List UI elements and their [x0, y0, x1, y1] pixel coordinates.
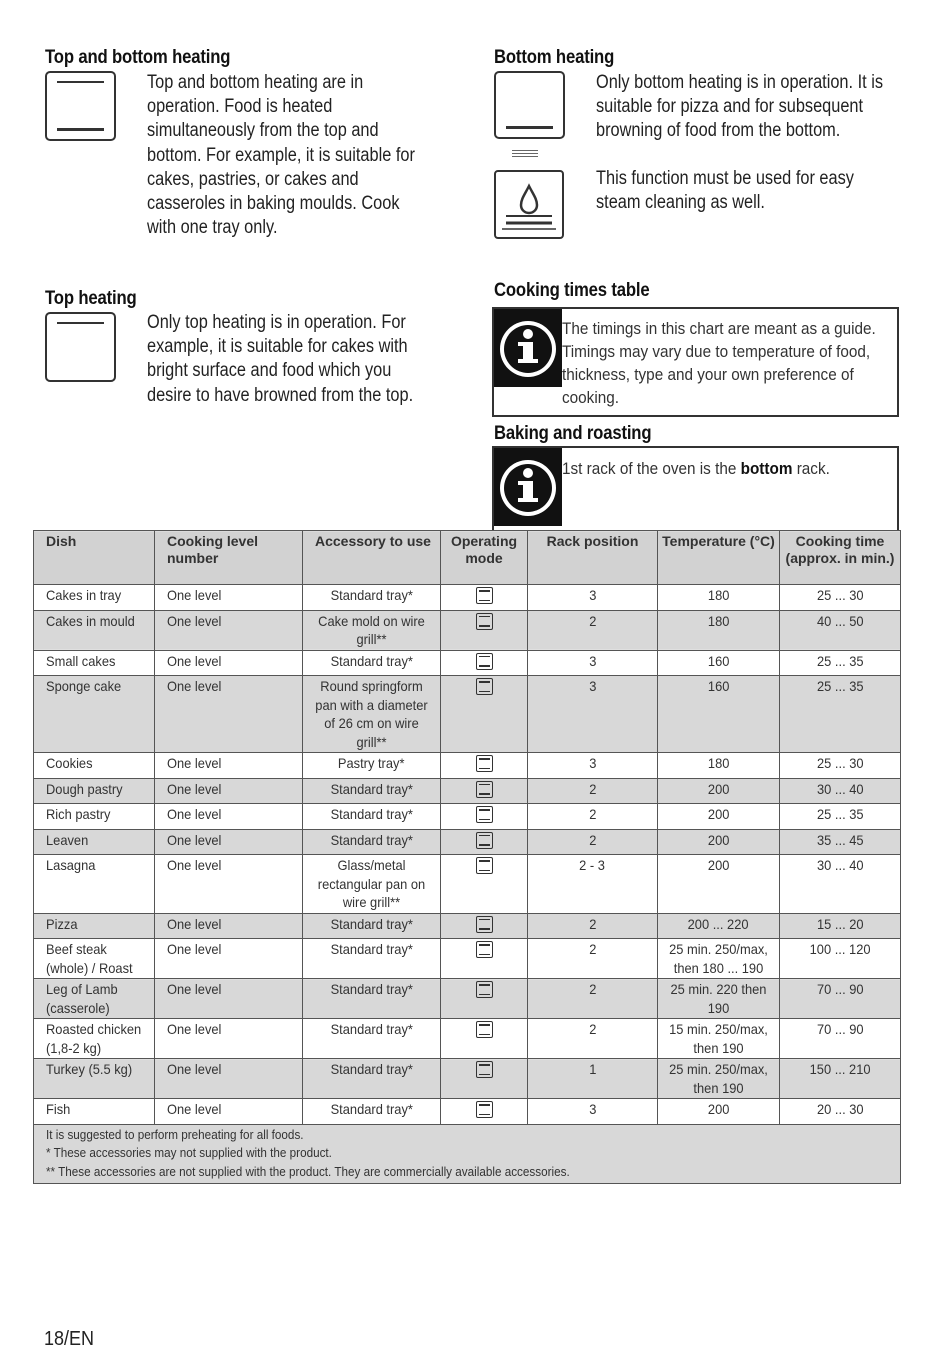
cooking-time-text: 70 ... 90	[816, 981, 864, 997]
top-bottom-heating-icon	[476, 613, 493, 630]
cell-temperature	[658, 829, 780, 855]
dish-text: Lasagna	[46, 857, 96, 873]
cell-dish	[34, 753, 155, 779]
cell-operating-mode	[441, 913, 528, 939]
temperature-text: 180	[707, 587, 730, 603]
cell-accessory	[303, 979, 441, 1019]
top-heating-title: Top heating	[45, 288, 137, 309]
bottom-emphasis: bottom	[740, 459, 793, 478]
cell-cooking-time	[780, 650, 901, 676]
cell-rack-position	[528, 676, 658, 753]
cell-operating-mode	[441, 855, 528, 914]
rack-position-text: 2 - 3	[579, 857, 606, 873]
table-header-row	[34, 531, 901, 585]
cell-cooking-time	[780, 753, 901, 779]
top-bottom-heating-icon	[476, 981, 493, 998]
temperature-text: 200	[707, 780, 730, 797]
cell-accessory	[303, 913, 441, 939]
accessory-text: Standard tray*	[330, 780, 413, 797]
cell-rack-position	[528, 778, 658, 804]
accessory-text: Standard tray*	[330, 941, 413, 957]
cell-temperature	[658, 913, 780, 939]
accessory-text: Standard tray*	[330, 1101, 413, 1117]
column-header-accessory: Accessory to use	[303, 531, 441, 585]
top-bottom-heating-icon	[476, 857, 493, 874]
accessory-text: Standard tray*	[330, 981, 413, 997]
steam-cleaning-description: This function must be used for easy steam cleaning as well.	[596, 168, 854, 214]
temperature-text: 180	[707, 755, 730, 771]
cell-operating-mode	[441, 804, 528, 830]
baking-roasting-title: Baking and roasting	[494, 423, 652, 444]
column-header-operating-mode: Operating mode	[441, 531, 528, 585]
cell-dish	[34, 979, 155, 1019]
cell-accessory	[303, 1099, 441, 1125]
temperature-text: 25 min. 220 then 190	[670, 981, 767, 1016]
bottom-heating-title: Bottom heating	[494, 47, 615, 68]
cell-operating-mode	[441, 939, 528, 979]
cell-cooking-level	[155, 913, 303, 939]
accessory-text: Standard tray*	[330, 1061, 413, 1077]
cell-accessory	[303, 829, 441, 855]
cooking-time-text: 25 ... 30	[816, 755, 864, 771]
cell-cooking-time	[780, 1099, 901, 1125]
cell-accessory	[303, 650, 441, 676]
cell-operating-mode	[441, 979, 528, 1019]
top-bottom-heating-icon	[476, 1021, 493, 1038]
dish-text: Cakes in mould	[46, 612, 135, 629]
cell-cooking-time	[780, 1059, 901, 1099]
cooking-level-text: One level	[167, 780, 222, 797]
accessory-text: Pastry tray*	[338, 755, 405, 771]
cooking-time-text: 35 ... 45	[816, 831, 864, 848]
cell-accessory	[303, 1019, 441, 1059]
top-heating-description: Only top heating is in operation. For example, it is suitable for cakes with bright surface and food which you desire to have browned from the top.	[147, 312, 414, 406]
dish-text: Leaven	[46, 831, 89, 848]
rack-position-text: 3	[588, 587, 597, 603]
footnote-single-asterisk: * These accessories may not supplied with the product.	[46, 1145, 332, 1160]
cooking-time-text: 25 ... 35	[816, 652, 864, 669]
cooking-level-text: One level	[167, 941, 222, 957]
top-bottom-heating-icon	[476, 806, 493, 823]
cell-dish	[34, 1099, 155, 1125]
cell-operating-mode	[441, 753, 528, 779]
temperature-text: 25 min. 250/max, then 190	[669, 1061, 768, 1096]
cell-dish	[34, 778, 155, 804]
cooking-level-text: One level	[167, 1021, 222, 1037]
dish-text: Sponge cake	[46, 678, 122, 694]
table-row	[34, 753, 901, 779]
rack-position-text: 2	[588, 780, 597, 797]
dish-text: Turkey (5.5 kg)	[46, 1061, 133, 1077]
top-bottom-heating-icon	[476, 832, 493, 849]
cell-cooking-time	[780, 913, 901, 939]
rack-position-text: 2	[588, 806, 597, 822]
cooking-level-text: One level	[167, 1101, 222, 1117]
cell-temperature	[658, 610, 780, 650]
baking-roasting-info-box	[492, 446, 899, 532]
rack-position-text: 2	[588, 941, 597, 957]
table-row	[34, 1019, 901, 1059]
cell-dish	[34, 610, 155, 650]
column-header-rack-position: Rack position	[528, 531, 658, 585]
page-number: 18/EN	[44, 1328, 95, 1350]
table-row	[34, 676, 901, 753]
rack-position-text: 2	[588, 831, 597, 848]
top-bottom-heating-icon	[476, 587, 493, 604]
accessory-text: Standard tray*	[330, 587, 413, 603]
table-row	[34, 585, 901, 611]
top-bottom-heating-icon	[476, 653, 493, 670]
table-row	[34, 913, 901, 939]
accessory-text: Standard tray*	[330, 915, 413, 932]
dish-text: Pizza	[46, 915, 78, 932]
cell-dish	[34, 939, 155, 979]
top-bottom-heating-description: Top and bottom heating are in operation. Food is heated simultaneously from the top and bottom. For example, it is suitable for cakes, pastries, or cakes and casseroles in baking moulds. Cook with one tray only.	[147, 72, 415, 239]
cell-temperature	[658, 1059, 780, 1099]
dish-text: Fish	[46, 1101, 71, 1117]
cell-accessory	[303, 585, 441, 611]
cell-rack-position	[528, 585, 658, 611]
rack-position-text: 3	[588, 755, 597, 771]
column-header-cooking-level: Cooking level number	[155, 531, 303, 585]
temperature-text: 160	[707, 678, 730, 694]
cell-operating-mode	[441, 650, 528, 676]
cell-cooking-level	[155, 979, 303, 1019]
cell-rack-position	[528, 1099, 658, 1125]
cell-cooking-time	[780, 676, 901, 753]
bottom-heating-description: Only bottom heating is in operation. It is suitable for pizza and for subsequent browning of food from the bottom.	[596, 72, 884, 142]
column-header-cooking-time: Cooking time (approx. in min.)	[780, 531, 901, 585]
cell-rack-position	[528, 753, 658, 779]
table-footnotes	[34, 1124, 901, 1184]
cooking-times-info-text: The timings in this chart are meant as a guide. Timings may vary due to temperature of food, thickness, type and your own preference of cooking.	[562, 319, 876, 407]
cell-operating-mode	[441, 778, 528, 804]
cooking-level-text: One level	[167, 755, 222, 771]
cooking-level-text: One level	[167, 831, 222, 848]
cooking-time-text: 70 ... 90	[816, 1021, 864, 1037]
cell-cooking-level	[155, 1099, 303, 1125]
table-row	[34, 804, 901, 830]
cell-rack-position	[528, 979, 658, 1019]
cell-dish	[34, 855, 155, 914]
rack-position-text: 3	[588, 1101, 597, 1117]
cell-operating-mode	[441, 585, 528, 611]
dish-text: Small cakes	[46, 652, 116, 669]
cell-dish	[34, 804, 155, 830]
cooking-time-text: 150 ... 210	[809, 1061, 871, 1077]
temperature-text: 200 ... 220	[688, 915, 749, 932]
dish-text: Leg of Lamb (casserole)	[46, 981, 118, 1016]
accessory-text: Standard tray*	[330, 1021, 413, 1037]
cell-accessory	[303, 610, 441, 650]
cell-rack-position	[528, 1019, 658, 1059]
cooking-level-text: One level	[167, 612, 222, 629]
cell-rack-position	[528, 855, 658, 914]
cell-accessory	[303, 778, 441, 804]
cooking-level-text: One level	[167, 981, 222, 997]
cooking-time-text: 25 ... 35	[816, 678, 864, 694]
cooking-times-table	[33, 530, 901, 1184]
cell-operating-mode	[441, 829, 528, 855]
cell-dish	[34, 829, 155, 855]
accessory-text: Glass/metal rectangular pan on wire grill**	[317, 857, 426, 910]
cooking-times-title: Cooking times table	[494, 280, 650, 301]
dish-text: Roasted chicken (1,8-2 kg)	[46, 1021, 142, 1056]
rack-position-text: 1	[588, 1061, 597, 1077]
cell-cooking-level	[155, 1059, 303, 1099]
cell-cooking-level	[155, 829, 303, 855]
dish-text: Dough pastry	[46, 780, 123, 797]
cooking-time-text: 20 ... 30	[816, 1101, 864, 1117]
cell-temperature	[658, 1019, 780, 1059]
cooking-level-text: One level	[167, 587, 222, 603]
cell-cooking-level	[155, 855, 303, 914]
cell-operating-mode	[441, 676, 528, 753]
footnote-preheating: It is suggested to perform preheating for all foods.	[46, 1126, 304, 1142]
cell-rack-position	[528, 913, 658, 939]
table-row	[34, 1059, 901, 1099]
cell-temperature	[658, 979, 780, 1019]
dish-text: Cookies	[46, 755, 93, 771]
dish-text: Cakes in tray	[46, 587, 122, 603]
cell-cooking-level	[155, 753, 303, 779]
table-row	[34, 939, 901, 979]
table-row	[34, 650, 901, 676]
top-bottom-heating-icon	[476, 678, 493, 695]
cooking-time-text: 30 ... 40	[816, 780, 864, 797]
cell-temperature	[658, 778, 780, 804]
cell-operating-mode	[441, 1059, 528, 1099]
cooking-time-text: 15 ... 20	[816, 915, 864, 932]
rack-position-text: 2	[588, 612, 597, 629]
table-row	[34, 610, 901, 650]
cell-temperature	[658, 650, 780, 676]
top-bottom-heating-icon	[45, 71, 116, 141]
cooking-time-text: 100 ... 120	[809, 941, 871, 957]
cell-cooking-time	[780, 610, 901, 650]
top-bottom-heating-icon	[476, 1061, 493, 1078]
cell-cooking-time	[780, 804, 901, 830]
cell-rack-position	[528, 1059, 658, 1099]
cell-cooking-level	[155, 585, 303, 611]
cell-temperature	[658, 585, 780, 611]
temperature-text: 160	[707, 652, 730, 669]
cell-dish	[34, 1019, 155, 1059]
cell-dish	[34, 1059, 155, 1099]
cooking-time-text: 30 ... 40	[816, 857, 864, 873]
cooking-level-text: One level	[167, 915, 222, 932]
cooking-level-text: One level	[167, 857, 222, 873]
cooking-time-text: 40 ... 50	[816, 612, 864, 629]
dish-text: Rich pastry	[46, 806, 111, 822]
table-row	[34, 829, 901, 855]
cell-rack-position	[528, 829, 658, 855]
temperature-text: 200	[707, 831, 730, 848]
top-heating-icon	[45, 312, 116, 382]
top-bottom-heating-icon	[476, 916, 493, 933]
info-icon	[494, 448, 562, 526]
steam-cleaning-separator	[512, 148, 538, 157]
rack-position-text: 3	[588, 652, 597, 669]
rack-position-text: 2	[588, 981, 597, 997]
cell-cooking-level	[155, 676, 303, 753]
cell-temperature	[658, 1099, 780, 1125]
temperature-text: 200	[707, 857, 730, 873]
cell-cooking-level	[155, 610, 303, 650]
temperature-text: 15 min. 250/max, then 190	[669, 1021, 768, 1056]
cell-cooking-time	[780, 1019, 901, 1059]
cooking-level-text: One level	[167, 1061, 222, 1077]
baking-roasting-info-text: 1st rack of the oven is the bottom rack.	[562, 459, 830, 478]
temperature-text: 25 min. 250/max, then 180 ... 190	[669, 941, 768, 976]
cell-cooking-level	[155, 650, 303, 676]
temperature-text: 200	[707, 806, 730, 822]
cell-temperature	[658, 855, 780, 914]
cell-accessory	[303, 1059, 441, 1099]
cell-rack-position	[528, 804, 658, 830]
cell-cooking-time	[780, 585, 901, 611]
cell-dish	[34, 650, 155, 676]
accessory-text: Cake mold on wire grill**	[318, 612, 425, 647]
rack-position-text: 2	[588, 915, 597, 932]
temperature-text: 180	[707, 612, 730, 629]
cell-accessory	[303, 676, 441, 753]
cell-temperature	[658, 939, 780, 979]
cell-rack-position	[528, 610, 658, 650]
cell-accessory	[303, 753, 441, 779]
top-bottom-heating-title: Top and bottom heating	[45, 47, 231, 68]
cell-rack-position	[528, 939, 658, 979]
cell-cooking-level	[155, 1019, 303, 1059]
bottom-heating-icon	[494, 71, 565, 139]
cooking-level-text: One level	[167, 652, 222, 669]
accessory-text: Standard tray*	[330, 831, 413, 848]
cell-cooking-time	[780, 778, 901, 804]
cell-temperature	[658, 753, 780, 779]
dish-text: Beef steak (whole) / Roast	[46, 941, 133, 976]
cell-cooking-level	[155, 939, 303, 979]
cell-cooking-level	[155, 804, 303, 830]
column-header-temperature: Temperature (°C)	[658, 531, 780, 585]
accessory-text: Standard tray*	[330, 652, 413, 669]
cooking-time-text: 25 ... 35	[816, 806, 864, 822]
top-bottom-heating-icon	[476, 1101, 493, 1118]
cell-accessory	[303, 804, 441, 830]
table-row	[34, 855, 901, 914]
cooking-level-text: One level	[167, 806, 222, 822]
cell-dish	[34, 676, 155, 753]
top-bottom-heating-icon	[476, 755, 493, 772]
cell-operating-mode	[441, 610, 528, 650]
rack-position-text: 3	[588, 678, 597, 694]
table-row	[34, 778, 901, 804]
info-icon	[494, 309, 562, 387]
cell-dish	[34, 585, 155, 611]
cell-cooking-time	[780, 829, 901, 855]
steam-cleaning-icon	[494, 170, 564, 239]
cell-cooking-time	[780, 855, 901, 914]
cell-operating-mode	[441, 1099, 528, 1125]
cell-cooking-time	[780, 939, 901, 979]
cell-rack-position	[528, 650, 658, 676]
cooking-time-text: 25 ... 30	[816, 587, 864, 603]
cell-operating-mode	[441, 1019, 528, 1059]
cooking-level-text: One level	[167, 678, 222, 694]
cell-accessory	[303, 855, 441, 914]
table-row	[34, 979, 901, 1019]
rack-position-text: 2	[588, 1021, 597, 1037]
cell-temperature	[658, 676, 780, 753]
cell-dish	[34, 913, 155, 939]
footnote-double-asterisk: ** These accessories are not supplied with the product. They are commercially available accessories.	[46, 1163, 570, 1179]
column-header-dish: Dish	[34, 531, 155, 585]
cooking-times-info-box	[492, 307, 899, 417]
cell-accessory	[303, 939, 441, 979]
cell-temperature	[658, 804, 780, 830]
cell-cooking-level	[155, 778, 303, 804]
top-bottom-heating-icon	[476, 941, 493, 958]
accessory-text: Round springform pan with a diameter of 26 cm on wire grill**	[315, 678, 428, 750]
accessory-text: Standard tray*	[330, 806, 413, 822]
temperature-text: 200	[707, 1101, 730, 1117]
cell-cooking-time	[780, 979, 901, 1019]
top-bottom-heating-icon	[476, 781, 493, 798]
table-row	[34, 1099, 901, 1125]
